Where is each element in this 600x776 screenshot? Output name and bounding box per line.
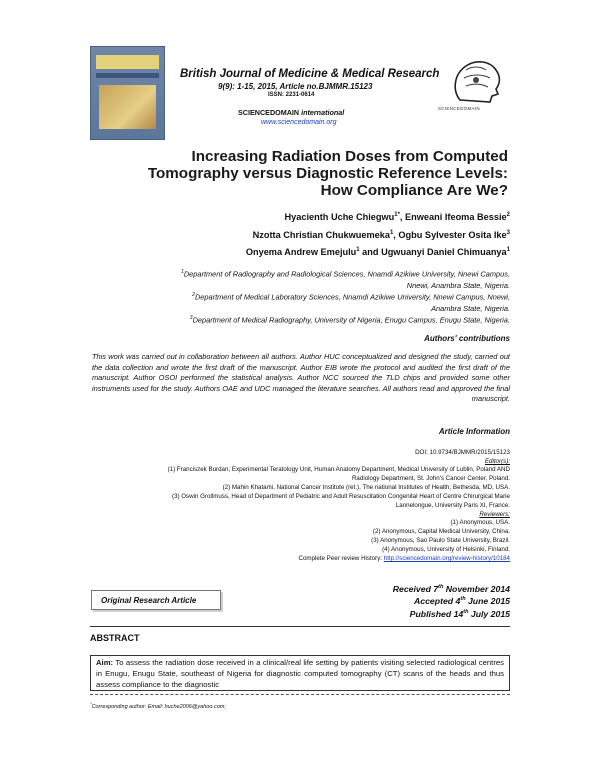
article-info-heading: Article Information bbox=[438, 427, 510, 436]
publisher-suffix: international bbox=[301, 108, 345, 117]
date-text: Accepted 4 bbox=[414, 596, 461, 607]
received-date bbox=[393, 582, 510, 594]
paper-title bbox=[88, 148, 508, 199]
sciencedomain-logo-icon bbox=[446, 56, 506, 104]
affiliation bbox=[80, 313, 510, 326]
abstract-box bbox=[90, 655, 510, 691]
journal-volume: 9(9): 1-15, 2015, Article no.BJMMR.15123 bbox=[218, 82, 373, 91]
date-text: July 2015 bbox=[468, 608, 510, 619]
author-name: Onyema Andrew Emejulu bbox=[245, 247, 357, 258]
affiliation bbox=[80, 267, 510, 291]
author-affiliation-mark: 1 bbox=[506, 247, 510, 253]
author-line bbox=[70, 212, 510, 222]
footnote-mark: * bbox=[90, 701, 92, 706]
date-text: November 2014 bbox=[443, 583, 510, 594]
publisher-name: SCIENCEDOMAIN bbox=[238, 108, 300, 117]
author-affiliation-mark: 2 bbox=[506, 212, 510, 218]
editors-label: Editor(s): bbox=[484, 458, 510, 465]
date-text: Published 14 bbox=[409, 608, 464, 619]
abstract-aim-label: Aim: bbox=[96, 658, 114, 667]
date-ordinal: th bbox=[438, 584, 444, 590]
contributions-heading: Authors' contributions bbox=[424, 334, 510, 343]
date-ordinal: th bbox=[463, 608, 469, 615]
reviewers-label: Reviewers: bbox=[479, 511, 510, 518]
affiliation bbox=[80, 290, 510, 314]
corresponding-author-footnote bbox=[90, 701, 226, 710]
title-line: Increasing Radiation Doses from Computed bbox=[191, 148, 508, 165]
footnote-text: Corresponding author: Email: huche2006@yahoo.com; bbox=[91, 703, 226, 710]
date-ordinal: th bbox=[460, 596, 466, 603]
author-name: , Ogbu Sylvester Osita Ike bbox=[393, 230, 507, 241]
reviewer-entry: (3) Anonymous, Sao Paulo State University, Brazil. bbox=[371, 537, 510, 544]
editor-entry: Radiology Department, St. John's Cancer Center, Poland. bbox=[351, 475, 510, 482]
publisher-website-link[interactable]: www.sciencedomain.org bbox=[261, 119, 337, 126]
article-type-badge: Original Research Article bbox=[91, 590, 221, 610]
author-affiliation-mark: 3 bbox=[506, 230, 510, 236]
author-affiliation-mark: 1* bbox=[394, 212, 400, 218]
affiliation-text: Department of Radiography and Radiological Sciences, Nnamdi Azikiwe University, Nnewi Campus, bbox=[183, 269, 510, 279]
title-line: How Compliance Are We? bbox=[320, 182, 508, 199]
abstract-heading: ABSTRACT bbox=[90, 633, 140, 643]
author-line bbox=[70, 247, 510, 257]
author-name: Hyacienth Uche Chiegwu bbox=[284, 212, 395, 223]
peer-review-history-link[interactable]: http://sciencedomain.org/review-history/10184 bbox=[383, 555, 510, 562]
logo-text: SCIENCEDOMAIN bbox=[438, 106, 480, 111]
date-text: Received 7 bbox=[392, 583, 439, 594]
affiliation-text: Department of Medical Radiography, University of Nigeria, Enugu Campus, Enugu State, Nigeria. bbox=[192, 315, 510, 325]
affiliation-mark: 1 bbox=[181, 269, 184, 275]
author-name: Nzotta Christian Chukwuemeka bbox=[252, 230, 390, 241]
journal-cover-image bbox=[90, 46, 165, 140]
editor-entry: (3) Oswin Grollmuss, Head of Department of Pediatric and Adult Resuscitation Congenital Heart of Centre Chirurgical Marie bbox=[171, 493, 510, 500]
affiliation-text: Department of Medical Laboratory Sciences, Nnamdi Azikiwe University, Nnewi Campus, Nnewi, bbox=[194, 292, 510, 302]
divider bbox=[90, 626, 510, 627]
title-line: Tomography versus Diagnostic Reference Levels: bbox=[147, 165, 508, 182]
publication-dates bbox=[393, 582, 510, 619]
abstract-aim-text: To assess the radiation dose received in a clinical/real life setting by patients visiting selected radiological centres in Enugu, Enugu State, southeast of Nigeria for diagnostic computed tomography (CT) scans of the heads and thus assess compliance to the diagnostic bbox=[96, 658, 504, 689]
issn: ISSN: 2231-0614 bbox=[268, 92, 315, 98]
affiliation-text: Nnewi, Anambra State, Nigeria. bbox=[406, 280, 510, 290]
reviewer-entry: (1) Anonymous, USA. bbox=[450, 519, 510, 526]
published-date bbox=[393, 607, 510, 619]
date-text: June 2015 bbox=[465, 596, 510, 607]
contributions-text: This work was carried out in collaboration between all authors. Author HUC conceptualized and designed the study, carried out the data collection and wrote the first draft of the manuscript. Author EIB wrote the protocol and audited the first draft of the manuscript. Author OSOI performed the statistical analysis. Author NCC sourced the TLD chips and provided some other instruments used for the study. Authors OAE and UDC managed the literature searches. All authors read and approved the final manuscript. bbox=[92, 352, 510, 404]
editor-entry: (2) Mahin Khatami, National Cancer Institute (ret.), The national Institutes of Health, Bethesda, MD, USA. bbox=[222, 484, 510, 491]
affiliation-mark: 3 bbox=[189, 315, 193, 321]
author-line bbox=[70, 230, 510, 240]
author-name: , Enweani Ifeoma Bessie bbox=[399, 212, 507, 223]
reviewer-entry: (2) Anonymous, Capital Medical University, China. bbox=[372, 528, 510, 535]
author-name: and Ugwuanyi Daniel Chimuanya bbox=[359, 247, 507, 258]
accepted-date bbox=[393, 594, 510, 606]
affiliation-mark: 2 bbox=[192, 292, 195, 298]
affiliation-text: Anambra State, Nigeria. bbox=[431, 303, 510, 313]
peer-review-history bbox=[80, 554, 510, 563]
footnote-divider bbox=[90, 694, 510, 695]
journal-title: British Journal of Medicine & Medical Research bbox=[180, 68, 440, 80]
reviewer-entry: (4) Anonymous, University of Helsinki, Finland. bbox=[382, 546, 510, 553]
peer-review-history-label: Complete Peer review History: bbox=[298, 555, 384, 562]
editor-entry: Lannelongue, University Paris XI, France. bbox=[395, 502, 510, 509]
doi: DOI: 10.9734/BJMMR/2015/15123 bbox=[415, 449, 510, 456]
editor-entry: (1) Franciszek Burdan, Experimental Teratology Unit, Human Anatomy Department, Medical University of Lublin, Poland AND bbox=[167, 466, 510, 473]
author-affiliation-mark: 1 bbox=[389, 230, 394, 236]
publisher bbox=[238, 108, 344, 117]
author-affiliation-mark: 1 bbox=[356, 247, 360, 253]
